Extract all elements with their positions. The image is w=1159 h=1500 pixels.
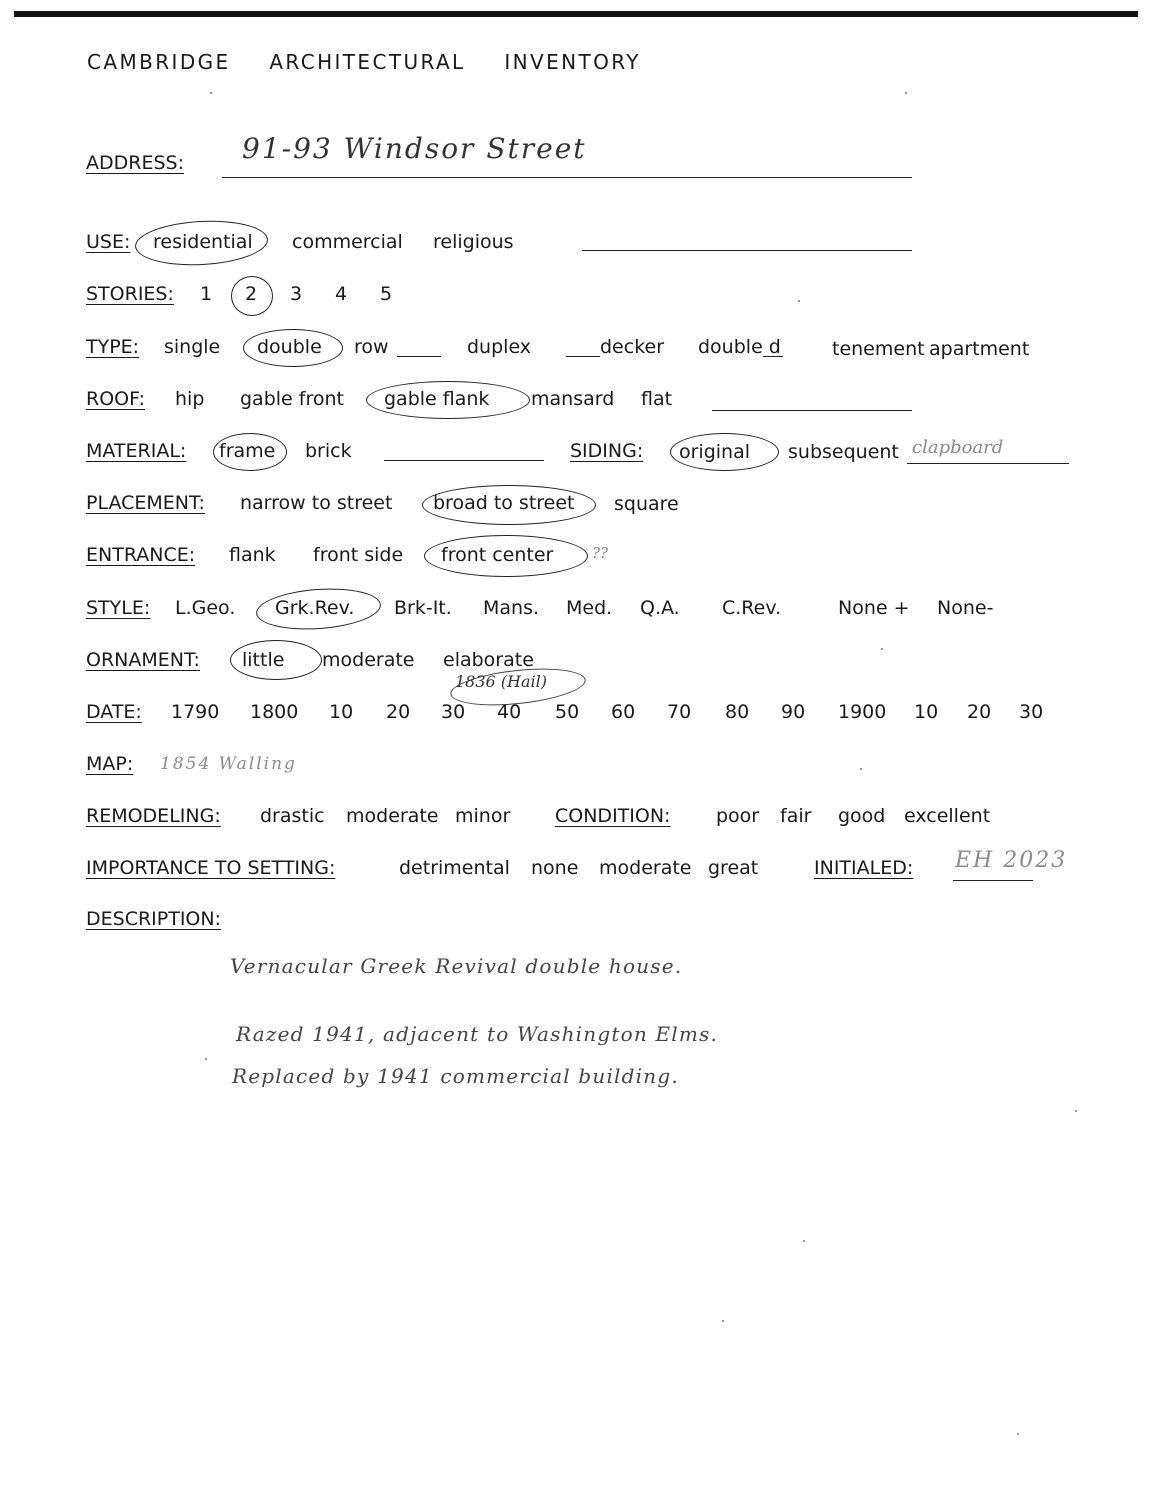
material-option-frame[interactable]: frame [219,440,276,462]
stories-option[interactable]: 3 [290,283,303,305]
stories-option[interactable]: 1 [200,283,213,305]
date-option[interactable]: 20 [967,701,992,723]
use-option-religious[interactable]: religious [433,231,514,253]
type-option-duplex[interactable]: duplex [467,336,532,358]
scan-speck [205,1058,207,1060]
description-line[interactable]: Vernacular Greek Revival double house. [230,954,683,978]
style-option[interactable]: None + [838,597,910,619]
siding-option-original[interactable]: original [679,441,751,463]
use-option-commercial[interactable]: commercial [292,231,403,253]
importance-label: IMPORTANCE TO SETTING: [86,857,336,879]
type-option-double-d[interactable]: double d [698,336,781,358]
map-label: MAP: [86,753,134,775]
type-double-d-blank [763,356,783,357]
style-option[interactable]: Grk.Rev. [275,597,355,619]
description-line[interactable]: Replaced by 1941 commercial building. [232,1064,679,1088]
date-note[interactable]: 1836 (Hail) [455,672,548,691]
initialed-label: INITIALED: [814,857,914,879]
title-word: INVENTORY [504,50,641,74]
importance-option[interactable]: none [531,857,579,879]
ornament-label: ORNAMENT: [86,649,200,671]
condition-option[interactable]: excellent [904,805,991,827]
entrance-label: ENTRANCE: [86,544,196,566]
entrance-option-flank[interactable]: flank [229,544,276,566]
date-option[interactable]: 10 [914,701,939,723]
roof-option-gable-flank[interactable]: gable flank [384,388,490,410]
date-option[interactable]: 30 [1019,701,1044,723]
condition-option[interactable]: good [838,805,886,827]
siding-option-subsequent[interactable]: subsequent [788,441,899,463]
material-option-brick[interactable]: brick [305,440,352,462]
remodeling-option[interactable]: drastic [260,805,325,827]
type-option-row[interactable]: row [354,336,389,358]
importance-option[interactable]: great [708,857,759,879]
style-label: STYLE: [86,597,151,619]
condition-option[interactable]: fair [780,805,812,827]
use-option-residential[interactable]: residential [153,231,253,253]
importance-option[interactable]: detrimental [399,857,510,879]
initialed-value[interactable]: EH 2023 [955,848,1068,873]
roof-option-flat[interactable]: flat [641,388,673,410]
placement-option-square[interactable]: square [614,493,679,515]
scan-speck [210,92,212,94]
address-value[interactable]: 91-93 Windsor Street [242,132,587,165]
style-option[interactable]: C.Rev. [722,597,782,619]
remodeling-option[interactable]: minor [455,805,511,827]
type-option-double[interactable]: double [257,336,322,358]
style-option[interactable]: Q.A. [640,597,680,619]
placement-label: PLACEMENT: [86,492,205,514]
roof-other-line [712,410,912,411]
description-line[interactable]: Razed 1941, adjacent to Washington Elms. [236,1022,719,1046]
date-option[interactable]: 10 [329,701,354,723]
stories-option[interactable]: 4 [335,283,348,305]
date-option[interactable]: 20 [386,701,411,723]
condition-option[interactable]: poor [716,805,760,827]
roof-option-hip[interactable]: hip [175,388,205,410]
use-label: USE: [86,231,131,253]
remodeling-label: REMODELING: [86,805,221,827]
top-rule [14,11,1138,17]
stories-option[interactable]: 2 [245,283,258,305]
style-option[interactable]: L.Geo. [175,597,236,619]
date-option[interactable]: 40 [497,701,522,723]
ornament-option-little[interactable]: little [242,649,285,671]
form-title [87,50,671,74]
entrance-note: ?? [592,544,609,562]
scan-speck [1017,1433,1019,1435]
date-option[interactable]: 70 [667,701,692,723]
scan-speck [881,648,883,650]
stories-label: STORIES: [86,283,174,305]
type-option-apartment[interactable]: apartment [929,338,1030,360]
placement-option-broad[interactable]: broad to street [433,492,575,514]
date-option[interactable]: 1900 [838,701,887,723]
type-decker-blank [566,356,600,357]
scan-speck [722,1320,724,1322]
siding-note[interactable]: clapboard [912,437,1004,458]
type-option-tenement[interactable]: tenement [832,338,925,360]
entrance-option-front-center[interactable]: front center [441,544,554,566]
type-option-single[interactable]: single [164,336,221,358]
scan-speck [798,300,800,302]
date-option[interactable]: 80 [725,701,750,723]
scan-speck [1075,1110,1077,1112]
date-option[interactable]: 90 [781,701,806,723]
type-row-blank [397,356,441,357]
type-option-decker[interactable]: decker [600,336,665,358]
use-other-line [582,250,912,251]
type-label: TYPE: [86,336,140,358]
roof-option-gable-front[interactable]: gable front [240,388,344,410]
date-option[interactable]: 50 [555,701,580,723]
description-label: DESCRIPTION: [86,908,222,930]
address-label: ADDRESS: [86,152,184,174]
style-option[interactable]: Brk-It. [394,597,452,619]
stories-option[interactable]: 5 [380,283,393,305]
style-option[interactable]: None- [937,597,994,619]
style-option[interactable]: Mans. [483,597,540,619]
address-line [222,177,912,178]
title-word: ARCHITECTURAL [269,50,466,74]
material-other-line [384,460,544,461]
roof-option-mansard[interactable]: mansard [531,388,615,410]
title-word: CAMBRIDGE [87,50,231,74]
material-label: MATERIAL: [86,440,187,462]
roof-label: ROOF: [86,388,145,410]
siding-label: SIDING: [570,440,644,462]
scan-speck [860,768,862,770]
scan-speck [803,1240,805,1242]
date-option[interactable]: 1790 [171,701,220,723]
date-option[interactable]: 30 [441,701,466,723]
ornament-option-elaborate[interactable]: elaborate [443,649,534,671]
entrance-option-front-side[interactable]: front side [313,544,404,566]
placement-option-narrow[interactable]: narrow to street [240,492,393,514]
ornament-option-moderate[interactable]: moderate [322,649,415,671]
initialed-line [953,880,1033,881]
map-value[interactable]: 1854 Walling [160,754,297,774]
siding-note-line [907,463,1069,464]
date-option[interactable]: 60 [611,701,636,723]
date-option[interactable]: 1800 [250,701,299,723]
remodeling-option[interactable]: moderate [346,805,439,827]
condition-label: CONDITION: [555,805,671,827]
style-option[interactable]: Med. [566,597,613,619]
importance-option[interactable]: moderate [599,857,692,879]
date-label: DATE: [86,701,142,723]
scan-speck [905,92,907,94]
